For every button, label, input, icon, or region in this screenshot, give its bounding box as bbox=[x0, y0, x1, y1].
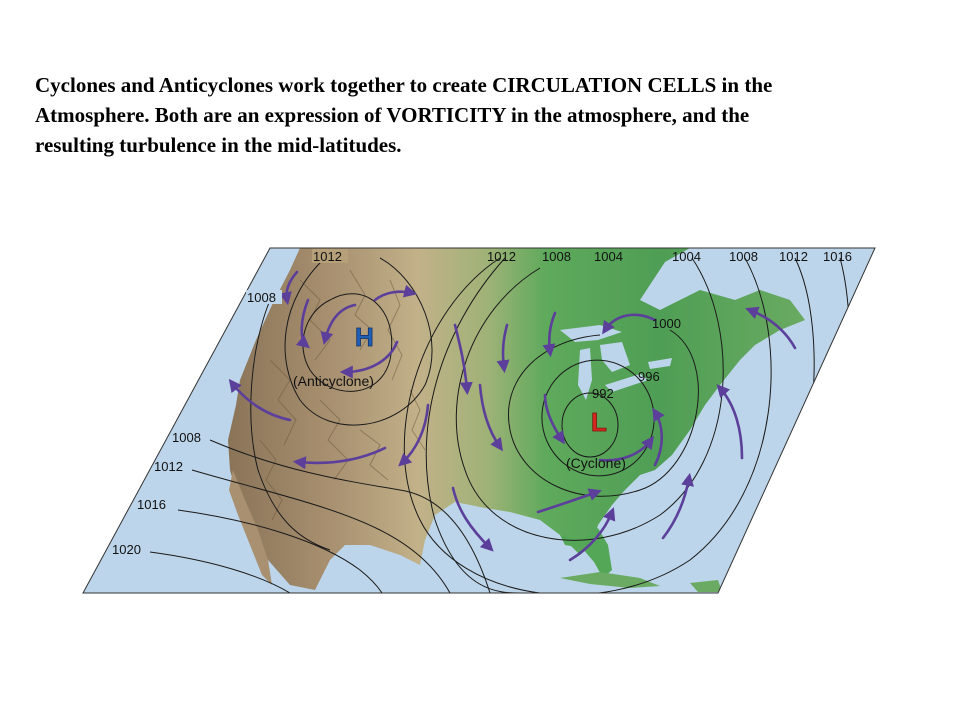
label-1016-west: 1016 bbox=[137, 497, 166, 512]
label-992: 992 bbox=[592, 386, 614, 401]
label-1000: 1000 bbox=[652, 316, 681, 331]
label-1020-west: 1020 bbox=[112, 542, 141, 557]
caption-line-3: resulting turbulence in the mid-latitudes. bbox=[35, 133, 402, 157]
caption-line-2: Atmosphere. Both are an expression of VORTICITY in the atmosphere, and the bbox=[35, 103, 750, 127]
label-1008-top: 1008 bbox=[542, 249, 571, 264]
label-1008-top-east: 1008 bbox=[729, 249, 758, 264]
low-pressure-symbol: L bbox=[591, 407, 607, 437]
label-996: 996 bbox=[638, 369, 660, 384]
label-1004-top-a: 1004 bbox=[594, 249, 623, 264]
high-pressure-symbol: H bbox=[355, 322, 374, 352]
label-1012-top: 1012 bbox=[487, 249, 516, 264]
label-1012-top-west: 1012 bbox=[313, 249, 342, 264]
label-1012-top-east: 1012 bbox=[779, 249, 808, 264]
anticyclone-label: (Anticyclone) bbox=[293, 373, 374, 389]
label-1008-west: 1008 bbox=[172, 430, 201, 445]
label-1008-north-west: 1008 bbox=[247, 290, 276, 305]
label-1016-top: 1016 bbox=[823, 249, 852, 264]
cyclone-label: (Cyclone) bbox=[566, 455, 626, 471]
label-1004-top-b: 1004 bbox=[672, 249, 701, 264]
map-area bbox=[80, 245, 880, 597]
label-1012-west: 1012 bbox=[154, 459, 183, 474]
caption-line-1: Cyclones and Anticyclones work together to create CIRCULATION CELLS in the bbox=[35, 73, 773, 97]
